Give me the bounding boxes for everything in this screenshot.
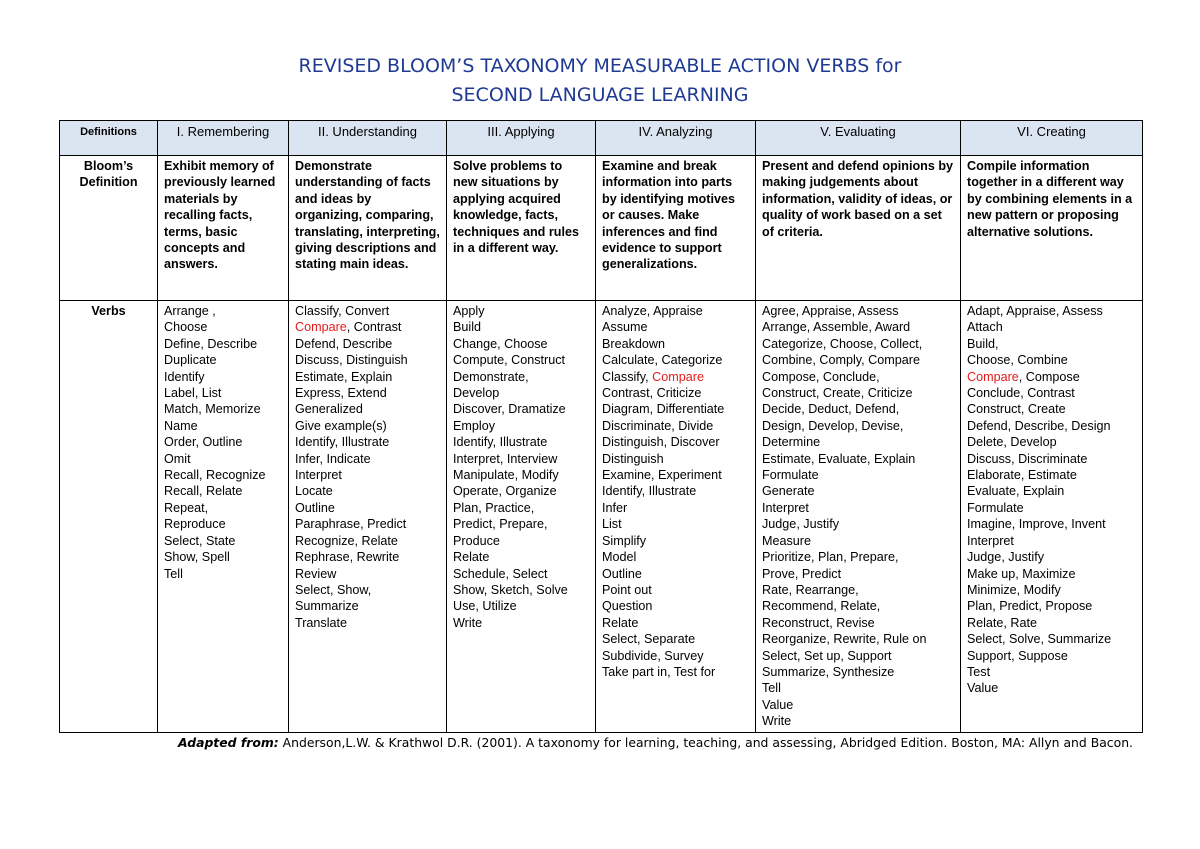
verb-line: List <box>602 517 622 532</box>
verb-line: Infer <box>602 500 628 515</box>
verb-line: Interpret <box>295 468 342 483</box>
verb-line: Plan, Predict, Propose <box>967 599 1093 614</box>
verb-line: Compose, Conclude, <box>762 369 880 384</box>
document-title-line1: REVISED BLOOM’S TAXONOMY MEASURABLE ACTION VERBS for <box>298 55 902 77</box>
verbs-evaluating <box>756 301 961 733</box>
row-label-definition: Bloom’s Definition <box>60 156 158 301</box>
verb-line: Write <box>453 615 483 630</box>
verb-line: Adapt, Appraise, Assess <box>967 304 1103 318</box>
verb-line: Decide, Deduct, Defend, <box>762 402 900 417</box>
verb-line: Select, Solve, Summarize <box>967 632 1112 647</box>
verb-line: Tell <box>164 566 183 581</box>
verb-line: Identify, Illustrate <box>453 435 548 450</box>
verb-line: Apply <box>453 304 485 318</box>
verbs-applying <box>447 301 596 733</box>
verb-line: Reconstruct, Revise <box>762 615 875 630</box>
verb-line: Outline <box>295 500 335 515</box>
verb-line: Rate, Rearrange, <box>762 582 859 597</box>
verb-line: Estimate, Explain <box>295 369 393 384</box>
verb-line: Compare, Contrast <box>295 320 402 335</box>
verb-line: Reorganize, Rewrite, Rule on <box>762 632 927 647</box>
verb-line: Review <box>295 566 337 581</box>
verb-line: Show, Spell <box>164 550 230 565</box>
header-applying: III. Applying <box>447 121 596 156</box>
document-title-line2: SECOND LANGUAGE LEARNING <box>451 84 749 106</box>
definition-applying: Solve problems to new situations by applying acquired knowledge, facts, techniques and rules in a different way. <box>447 156 596 301</box>
verb-line: Choose <box>164 320 208 335</box>
verb-line: Write <box>762 714 792 729</box>
row-label-verbs: Verbs <box>60 301 158 733</box>
verb-line: Recall, Relate <box>164 484 243 499</box>
verb-line: Imagine, Improve, Invent <box>967 517 1106 532</box>
taxonomy-table <box>59 120 1143 733</box>
citation-label: Adapted from: <box>178 735 279 750</box>
highlighted-verb: Compare <box>652 369 704 384</box>
verb-line: Support, Suppose <box>967 648 1068 663</box>
header-understanding: II. Understanding <box>289 121 447 156</box>
verb-line: Predict, Prepare, <box>453 517 548 532</box>
verb-line: Repeat, <box>164 500 209 515</box>
verb-line: Duplicate <box>164 353 217 368</box>
verb-line: Make up, Maximize <box>967 566 1076 581</box>
definition-remembering: Exhibit memory of previously learned materials by recalling facts, terms, basic concepts and answers. <box>158 156 289 301</box>
verb-line: Distinguish <box>602 451 664 466</box>
verb-line: Distinguish, Discover <box>602 435 720 450</box>
verb-line: Recommend, Relate, <box>762 599 881 614</box>
verb-line: Value <box>762 697 794 712</box>
verb-line: Summarize <box>295 599 359 614</box>
definition-evaluating: Present and defend opinions by making judgements about information, validity of ideas, or quality of work based on a set of criteria. <box>756 156 961 301</box>
verb-line: Label, List <box>164 386 222 401</box>
verb-line: Order, Outline <box>164 435 243 450</box>
verb-line: Omit <box>164 451 191 466</box>
verb-line: Paraphrase, Predict <box>295 517 407 532</box>
verb-line: Arrange , <box>164 304 216 318</box>
verb-line: Interpret <box>967 533 1014 548</box>
verb-line: Identify, Illustrate <box>295 435 390 450</box>
verb-line: Prioritize, Plan, Prepare, <box>762 550 899 565</box>
verb-line: Analyze, Appraise <box>602 304 703 318</box>
definition-understanding: Demonstrate understanding of facts and ideas by organizing, comparing, translating, interpreting, giving descriptions and stating main ideas. <box>289 156 447 301</box>
verb-line: Demonstrate, <box>453 369 529 384</box>
verb-line: Rephrase, Rewrite <box>295 550 400 565</box>
verb-line: Judge, Justify <box>967 550 1045 565</box>
verb-line: Locate <box>295 484 333 499</box>
verb-line: Use, Utilize <box>453 599 517 614</box>
verb-line: Construct, Create <box>967 402 1066 417</box>
verb-line: Choose, Combine <box>967 353 1068 368</box>
verb-line: Discriminate, Divide <box>602 418 714 433</box>
definition-analyzing: Examine and break information into parts by identifying motives or causes. Make inferences and find evidence to support generalizations. <box>596 156 756 301</box>
verb-line: Plan, Practice, <box>453 500 535 515</box>
verb-line: Contrast, Criticize <box>602 386 702 401</box>
verb-line: Model <box>602 550 637 565</box>
verb-line: Categorize, Choose, Collect, <box>762 336 923 351</box>
verb-line: Compare, Compose <box>967 369 1080 384</box>
verb-line: Examine, Experiment <box>602 468 722 483</box>
verb-line: Test <box>967 664 991 679</box>
verb-line: Schedule, Select <box>453 566 548 581</box>
verb-line: Estimate, Evaluate, Explain <box>762 451 916 466</box>
header-row <box>60 121 1143 156</box>
verb-line: Summarize, Synthesize <box>762 664 895 679</box>
verb-line: Name <box>164 418 198 433</box>
header-evaluating: V. Evaluating <box>756 121 961 156</box>
verb-line: Develop <box>453 386 500 401</box>
verb-line: Identify <box>164 369 205 384</box>
verb-line: Design, Develop, Devise, <box>762 418 904 433</box>
verb-line: Breakdown <box>602 336 666 351</box>
verb-line: Outline <box>602 566 642 581</box>
verb-line: Interpret <box>762 500 809 515</box>
verb-line: Define, Describe <box>164 336 258 351</box>
verb-line: Value <box>967 681 999 696</box>
verb-line: Discuss, Discriminate <box>967 451 1088 466</box>
verbs-creating <box>961 301 1143 733</box>
verb-line: Take part in, Test for <box>602 664 716 679</box>
verb-line: Express, Extend <box>295 386 387 401</box>
verb-line: Combine, Comply, Compare <box>762 353 920 368</box>
verb-line: Calculate, Categorize <box>602 353 723 368</box>
verb-line: Tell <box>762 681 781 696</box>
verb-line: Minimize, Modify <box>967 582 1061 597</box>
verb-line: Measure <box>762 533 811 548</box>
verb-line: Elaborate, Estimate <box>967 468 1077 483</box>
verb-line: Reproduce <box>164 517 226 532</box>
citation-footer <box>178 735 1133 750</box>
verb-line: Generalized <box>295 402 363 417</box>
verbs-remembering <box>158 301 289 733</box>
verb-line: Classify, Convert <box>295 304 390 318</box>
verb-line: Defend, Describe, Design <box>967 418 1111 433</box>
verb-line: Interpret, Interview <box>453 451 558 466</box>
verb-line: Recall, Recognize <box>164 468 266 483</box>
header-definitions: Definitions <box>60 121 158 156</box>
verb-line: Assume <box>602 320 648 335</box>
verb-line: Employ <box>453 418 495 433</box>
verb-line: Relate <box>602 615 639 630</box>
citation-text: Anderson,L.W. & Krathwol D.R. (2001). A taxonomy for learning, teaching, and assessing, Abridged Edition. Boston, MA: Allyn and Bacon. <box>278 735 1133 750</box>
verb-line: Point out <box>602 582 652 597</box>
verb-line: Delete, Develop <box>967 435 1057 450</box>
verb-line: Discuss, Distinguish <box>295 353 408 368</box>
verbs-analyzing <box>596 301 756 733</box>
verb-line: Judge, Justify <box>762 517 840 532</box>
verb-line: Relate, Rate <box>967 615 1038 630</box>
verb-line: Relate <box>453 550 490 565</box>
verb-line: Determine <box>762 435 821 450</box>
header-analyzing: IV. Analyzing <box>596 121 756 156</box>
verb-line: Subdivide, Survey <box>602 648 704 663</box>
verb-line: Manipulate, Modify <box>453 468 559 483</box>
verb-line: Prove, Predict <box>762 566 842 581</box>
verb-line: Select, State <box>164 533 236 548</box>
verb-line: Compute, Construct <box>453 353 565 368</box>
verbs-row <box>60 301 1143 733</box>
verb-line: Select, Show, <box>295 582 372 597</box>
header-remembering: I. Remembering <box>158 121 289 156</box>
verb-line: Identify, Illustrate <box>602 484 697 499</box>
verb-line: Change, Choose <box>453 336 548 351</box>
verb-line: Match, Memorize <box>164 402 261 417</box>
verbs-understanding <box>289 301 447 733</box>
verb-line: Recognize, Relate <box>295 533 398 548</box>
verb-line: Formulate <box>967 500 1024 515</box>
verb-line: Agree, Appraise, Assess <box>762 304 899 318</box>
verb-line: Generate <box>762 484 815 499</box>
verb-line: Infer, Indicate <box>295 451 371 466</box>
highlighted-verb: Compare <box>295 320 347 335</box>
verb-line: Translate <box>295 615 348 630</box>
header-creating: VI. Creating <box>961 121 1143 156</box>
verb-line: Defend, Describe <box>295 336 393 351</box>
verb-line: Select, Set up, Support <box>762 648 892 663</box>
verb-line: Diagram, Differentiate <box>602 402 725 417</box>
verb-line: Formulate <box>762 468 819 483</box>
definition-row <box>60 156 1143 301</box>
verb-line: Simplify <box>602 533 647 548</box>
verb-line: Show, Sketch, Solve <box>453 582 568 597</box>
verb-line: Operate, Organize <box>453 484 557 499</box>
verb-line: Build <box>453 320 482 335</box>
verb-line: Conclude, Contrast <box>967 386 1075 401</box>
verb-line: Arrange, Assemble, Award <box>762 320 911 335</box>
verb-line: Evaluate, Explain <box>967 484 1065 499</box>
verb-line: Give example(s) <box>295 418 387 433</box>
verb-line: Attach <box>967 320 1003 335</box>
verb-line: Classify, Compare <box>602 369 704 384</box>
verb-line: Construct, Create, Criticize <box>762 386 913 401</box>
verb-line: Discover, Dramatize <box>453 402 566 417</box>
verb-line: Question <box>602 599 653 614</box>
verb-line: Build, <box>967 336 999 351</box>
verb-line: Select, Separate <box>602 632 696 647</box>
definition-creating: Compile information together in a different way by combining elements in a new pattern or proposing alternative solutions. <box>961 156 1143 301</box>
verb-line: Produce <box>453 533 500 548</box>
highlighted-verb: Compare <box>967 369 1019 384</box>
